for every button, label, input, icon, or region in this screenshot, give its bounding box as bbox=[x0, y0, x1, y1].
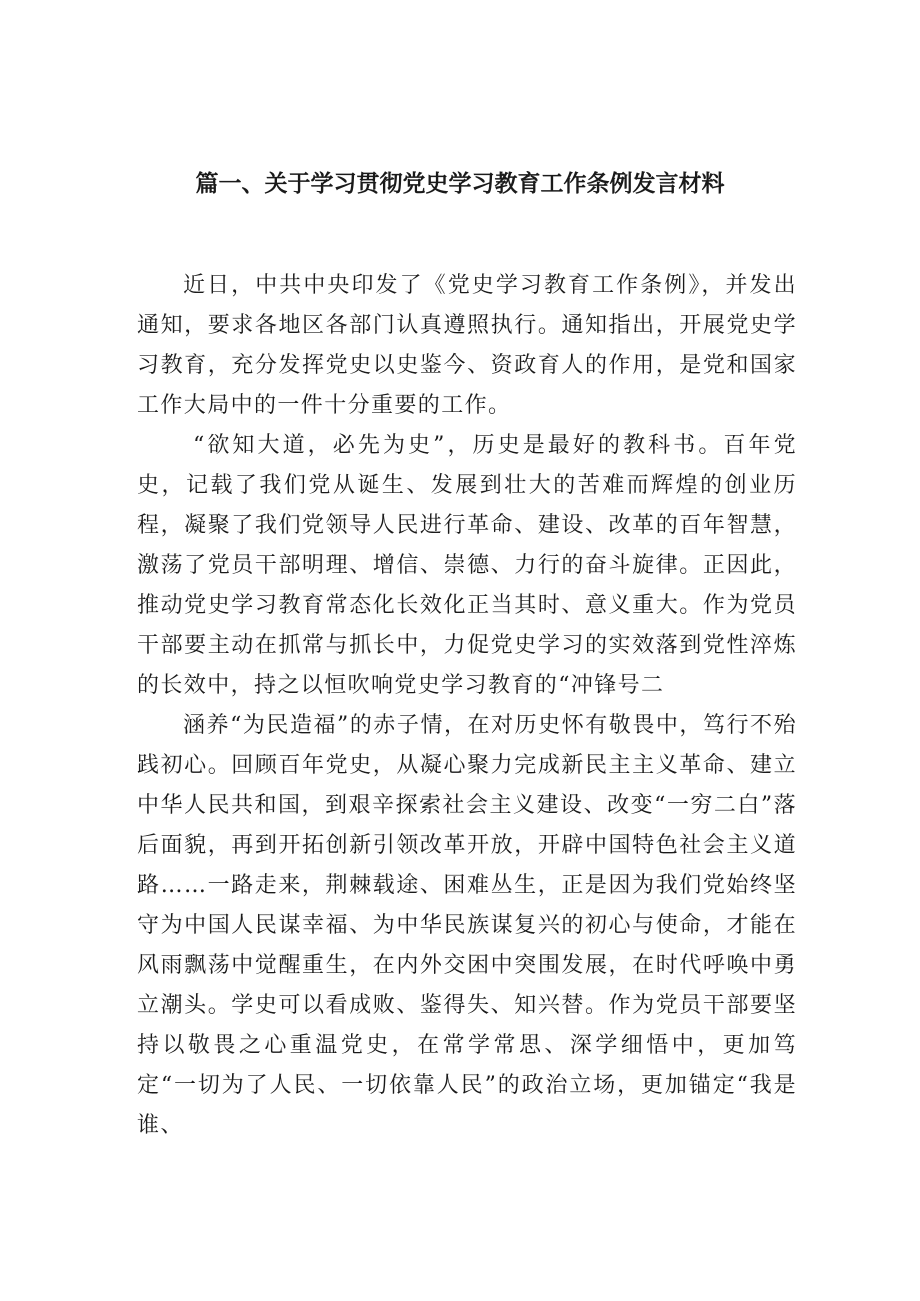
document-title: 篇一、关于学习贯彻党史学习教育工作条例发言材料 bbox=[195, 171, 725, 197]
paragraph-1: 近日，中共中央印发了《党史学习教育工作条例》，并发出通知，要求各地区各部门认真遵照执行。通知指出，开展党史学习教育，充分发挥党史以史鉴今、资政育人的作用，是党和国家工作大局中的一件十分重要的工作。 bbox=[137, 273, 797, 418]
paragraph-2: “欲知大道，必先为史”，历史是最好的教科书。百年党史，记载了我们党从诞生、发展到壮大的苦难而辉煌的创业历程，凝聚了我们党领导人民进行革命、建设、改革的百年智慧，激荡了党员干部明理、增信、崇德、力行的奋斗旋律。正因此，推动党史学习教育常态化长效化正当其时、意义重大。作为党员干部要主动在抓常与抓长中，力促党史学习的实效落到党性淬炼的长效中，持之以恒吹响党史学习教育的“冲锋号二 bbox=[137, 433, 797, 698]
paragraph-3: 涵养“为民造福”的赤子情，在对历史怀有敬畏中，笃行不殆践初心。回顾百年党史，从凝心聚力完成新民主主义革命、建立中华人民共和国，到艰辛探索社会主义建设、改变“一穷二白”落后面貌，再到开拓创新引领改革开放，开辟中国特色社会主义道路……一路走来，荆棘载途、困难丛生，正是因为我们党始终坚守为中国人民谋幸福、为中华民族谋复兴的初心与使命，才能在风雨飘荡中觉醒重生，在内外交困中突围发展，在时代呼唤中勇立潮头。学史可以看成败、鉴得失、知兴替。作为党员干部要坚持以敬畏之心重温党史，在常学常思、深学细悟中，更加笃定“一切为了人民、一切依靠人民”的政治立场，更加锚定“我是谁、 bbox=[137, 713, 797, 1138]
document-body bbox=[137, 266, 797, 1146]
